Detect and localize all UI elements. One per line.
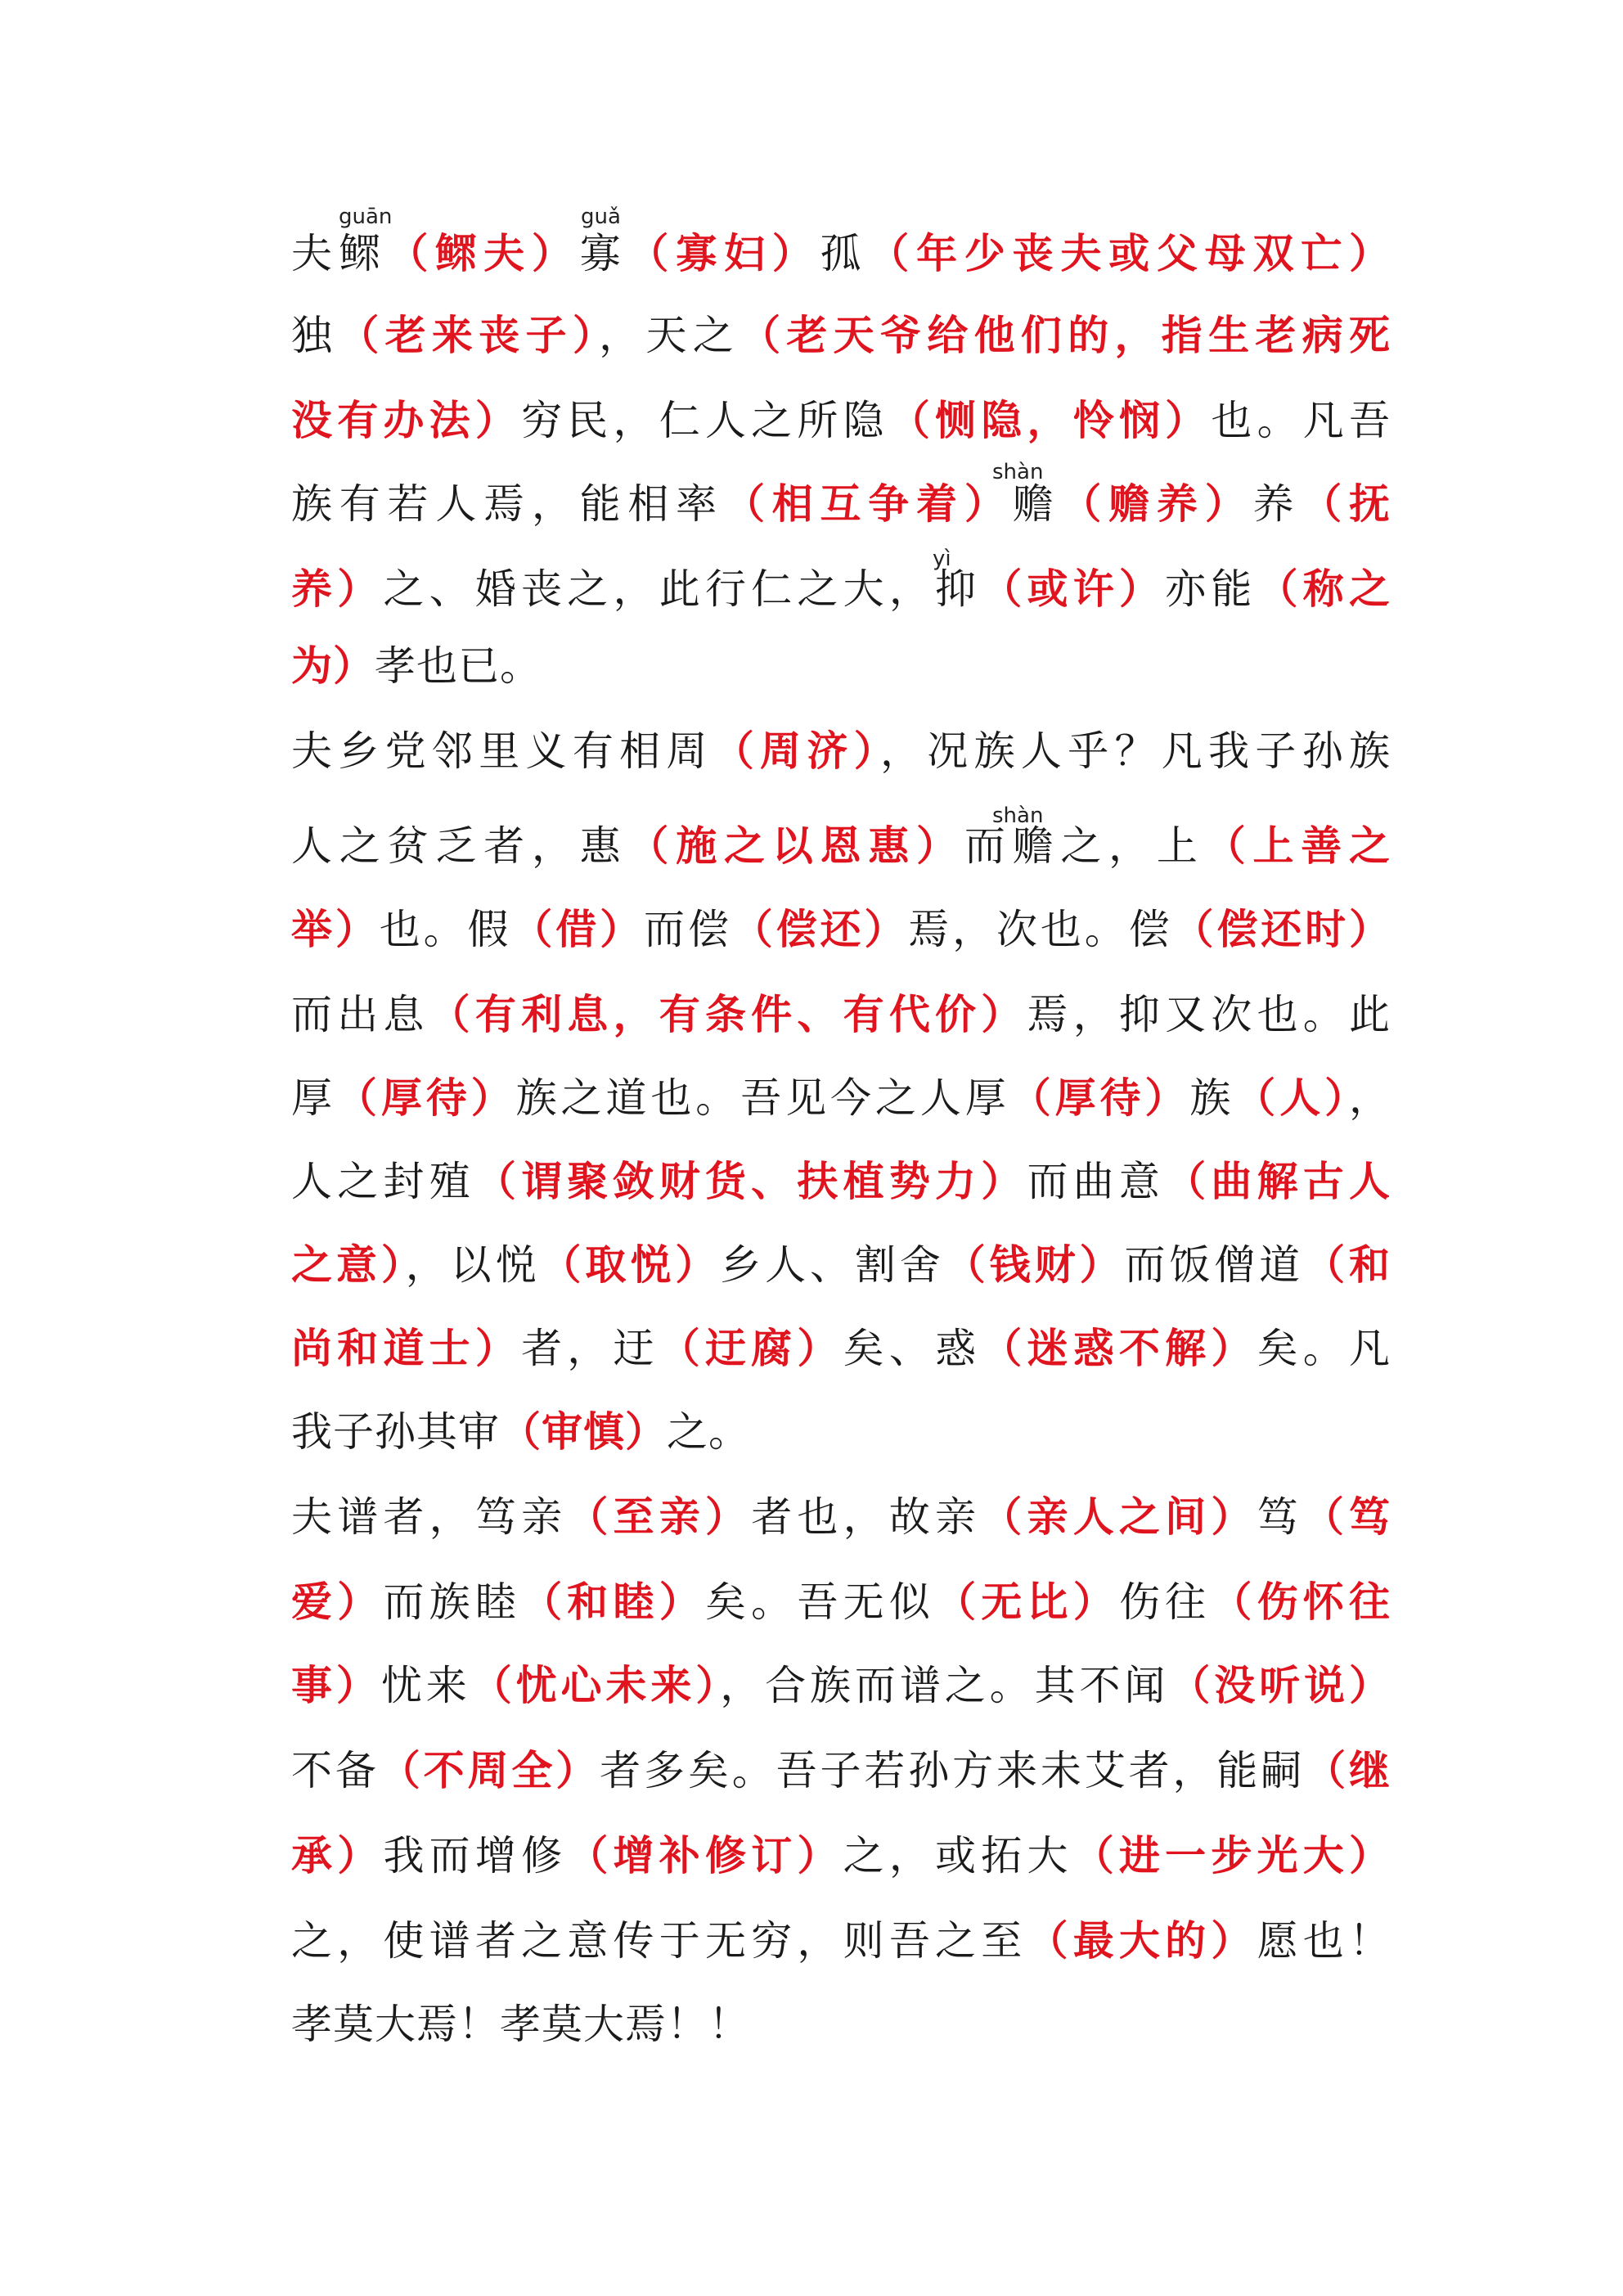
- annotation-text: （没听说）: [1169, 1661, 1391, 1709]
- original-text: ，天之: [599, 312, 740, 359]
- original-text: 矣、惑: [843, 1325, 982, 1372]
- original-text: 乡人、割舍: [720, 1241, 945, 1289]
- text-line: [291, 887, 1391, 972]
- original-text: 人之封殖: [291, 1158, 475, 1205]
- original-text: 亦能: [1165, 565, 1257, 613]
- original-text: 人之贫乏者，惠: [291, 822, 628, 870]
- annotation-text: （人）: [1234, 1074, 1350, 1122]
- annotation-text: （寡妇）: [627, 229, 820, 277]
- annotation-text: （伤怀往: [1211, 1578, 1391, 1626]
- pinyin-annotation: shàn: [992, 804, 1044, 828]
- annotation-text: （借）: [511, 905, 644, 953]
- annotation-text: （迷惑不解）: [981, 1324, 1257, 1372]
- original-text: 而偿: [644, 906, 732, 953]
- annotation-text: （有利息，有条件、有代价）: [429, 990, 1027, 1038]
- text-line: [291, 1389, 1391, 1474]
- original-text: 厚: [291, 1074, 336, 1122]
- text-line: [291, 1643, 1391, 1728]
- original-text: 也。假: [379, 906, 512, 953]
- original-text: 笃: [1257, 1493, 1303, 1541]
- annotation-text: 之意）: [291, 1240, 406, 1289]
- original-text: 族: [1189, 1074, 1235, 1122]
- annotation-text: 没有办法）: [291, 396, 522, 444]
- annotation-text: （抚: [1301, 479, 1391, 528]
- annotation-text: （忧心未来）: [470, 1661, 721, 1709]
- original-text: 而赡之，上: [964, 822, 1205, 870]
- text-line: [291, 1222, 1391, 1308]
- annotation-text: 事）: [291, 1661, 381, 1709]
- original-text: 穷民，仁人之所隐: [521, 397, 889, 444]
- annotation-text: （无比）: [935, 1578, 1119, 1626]
- annotation-text: （鳏夫）: [387, 229, 580, 277]
- annotation-text: （老天爷给他们的，指生老病死: [740, 311, 1391, 359]
- original-text: 者也，故亲: [751, 1493, 982, 1541]
- original-text: 也。凡吾: [1211, 397, 1391, 444]
- original-text: 而饭僧道: [1124, 1241, 1305, 1289]
- text-line: [291, 804, 1391, 889]
- annotation-text: （增补修订）: [567, 1831, 843, 1880]
- annotation-text: （相互争着）: [723, 479, 1013, 528]
- original-text: 族之道也。吾见今之人厚: [515, 1074, 1010, 1122]
- annotation-text: 尚和道士）: [291, 1324, 522, 1372]
- text-line: [291, 1306, 1391, 1391]
- original-text: 焉，抑又次也。此: [1027, 991, 1391, 1038]
- text-line: [291, 1474, 1391, 1560]
- text-line: [291, 461, 1391, 547]
- annotation-text: （恻隐，怜悯）: [888, 396, 1212, 444]
- annotation-text: （钱财）: [944, 1240, 1125, 1289]
- annotation-text: （审慎）: [500, 1407, 667, 1456]
- annotation-text: 为）: [291, 642, 375, 690]
- annotation-text: 爱）: [291, 1578, 384, 1626]
- original-text: 我子孙其审: [291, 1408, 500, 1456]
- pinyin-annotation: yì: [933, 547, 951, 571]
- original-text: 不备: [291, 1747, 380, 1794]
- annotation-text: （周济）: [713, 727, 880, 775]
- original-text: 夫鳏: [291, 230, 388, 277]
- text-line: [291, 709, 1391, 794]
- original-text: 孝莫大焉！孝莫大焉！！: [291, 2001, 750, 2048]
- original-text: 孝也已。: [375, 642, 542, 690]
- annotation-text: （或许）: [981, 565, 1166, 613]
- original-text: 之，使谱者之意传于无穷，则吾之至: [291, 1917, 1027, 1965]
- text-line: [291, 1898, 1391, 1983]
- original-text: ，: [1349, 1074, 1391, 1122]
- text-line: [291, 1728, 1391, 1813]
- annotation-text: （不周全）: [379, 1746, 600, 1794]
- original-text: 养: [1252, 480, 1302, 528]
- original-text: 族有若人焉，能相率: [291, 480, 724, 528]
- original-text: 独: [291, 312, 339, 359]
- annotation-text: （笃: [1302, 1492, 1391, 1541]
- annotation-text: 承）: [291, 1831, 384, 1880]
- annotation-text: （进一步光大）: [1072, 1831, 1391, 1880]
- original-text: ，合族而谱之。其不闻: [720, 1662, 1170, 1709]
- text-line: [291, 378, 1391, 463]
- original-text: 之。: [667, 1408, 750, 1456]
- annotation-text: （厚待）: [335, 1074, 516, 1122]
- annotation-text: （和: [1304, 1240, 1391, 1289]
- annotation-text: （取悦）: [540, 1240, 721, 1289]
- original-text: 焉，次也。偿: [908, 906, 1173, 953]
- text-line: [291, 1813, 1391, 1898]
- original-text: ，以悦: [405, 1241, 541, 1289]
- annotation-text: （亲人之间）: [981, 1492, 1257, 1541]
- original-text: 矣。吾无似: [704, 1578, 936, 1626]
- text-line: [291, 1560, 1391, 1645]
- text-line: [291, 1056, 1391, 1141]
- annotation-text: （施之以恩惠）: [627, 822, 964, 870]
- original-text: 矣。凡: [1257, 1325, 1391, 1372]
- original-text: 寡: [579, 230, 628, 277]
- original-text: 伤往: [1118, 1578, 1212, 1626]
- original-text: 之，或拓大: [843, 1832, 1073, 1880]
- original-text: 赡: [1012, 480, 1061, 528]
- original-text: 而族睦: [383, 1578, 522, 1626]
- original-text: 之、婚丧之，此行仁之大，抑: [383, 565, 982, 613]
- annotation-text: （继: [1305, 1746, 1391, 1794]
- annotation-text: （称之: [1257, 565, 1391, 613]
- annotation-text: （上善之: [1204, 822, 1391, 870]
- annotation-text: （最大的）: [1027, 1916, 1257, 1965]
- annotation-text: （和睦）: [521, 1578, 705, 1626]
- annotation-text: 养）: [291, 565, 384, 613]
- original-text: 忧来: [380, 1662, 471, 1709]
- original-text: ，况族人乎？凡我子孙族: [879, 727, 1391, 775]
- annotation-text: （曲解古人: [1165, 1157, 1391, 1205]
- pinyin-annotation: guǎ: [581, 205, 621, 229]
- original-text: 愿也！: [1257, 1917, 1391, 1965]
- text-line: [291, 1139, 1391, 1224]
- text-line: [291, 624, 1391, 709]
- text-line: [291, 1982, 1391, 2067]
- annotation-text: （老来丧子）: [338, 311, 600, 359]
- original-text: 孤: [820, 230, 869, 277]
- original-text: 夫谱者，笃亲: [291, 1493, 568, 1541]
- annotation-text: （迂腐）: [659, 1324, 843, 1372]
- original-text: 者多矣。吾子若孙方来未艾者，能嗣: [600, 1747, 1306, 1794]
- original-text: 者，迂: [521, 1325, 659, 1372]
- original-text: 我而增修: [383, 1832, 568, 1880]
- annotation-text: （偿还时）: [1172, 905, 1391, 953]
- text-line: [291, 547, 1391, 632]
- text-line: [291, 293, 1391, 378]
- annotation-text: （至亲）: [567, 1492, 752, 1541]
- pinyin-annotation: shàn: [992, 460, 1044, 484]
- annotation-text: （厚待）: [1009, 1074, 1190, 1122]
- annotation-text: 举）: [291, 905, 380, 953]
- pinyin-annotation: guān: [339, 205, 393, 229]
- annotation-text: （偿还）: [731, 905, 909, 953]
- text-line: [291, 211, 1391, 296]
- original-text: 而曲意: [1027, 1158, 1166, 1205]
- annotation-text: （年少丧夫或父母双亡）: [868, 229, 1391, 277]
- original-text: 夫乡党邻里义有相周: [291, 727, 713, 775]
- annotation-text: （赡养）: [1060, 479, 1253, 528]
- original-text: 而出息: [291, 991, 429, 1038]
- annotation-text: （谓聚敛财货、扶植势力）: [474, 1157, 1027, 1205]
- text-line: [291, 972, 1391, 1057]
